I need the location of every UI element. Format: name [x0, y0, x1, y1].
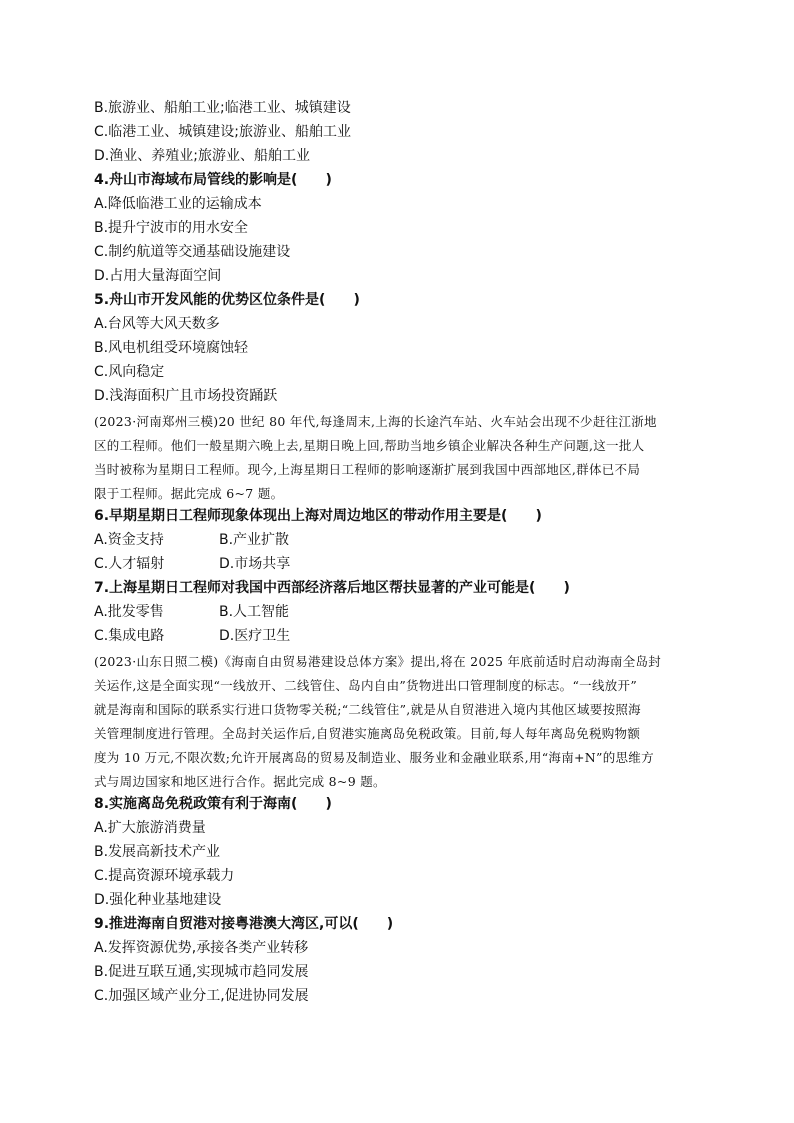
question-4-stem: 4.舟山市海域布局管线的影响是( ): [94, 172, 332, 188]
question-6-options-row-2: [94, 554, 291, 574]
question-7-stem: 7.上海星期日工程师对我国中西部经济落后地区帮扶显著的产业可能是( ): [94, 580, 570, 596]
reading-passage-2: [94, 650, 704, 794]
question-8-option-c: C.提高资源环境承载力: [94, 868, 235, 884]
question-8-option-d: D.强化种业基地建设: [94, 892, 222, 908]
question-6-option-d: D.市场共享: [219, 556, 291, 572]
question-5-option-a: A.台风等大风天数多: [94, 316, 220, 332]
question-5-stem: 5.舟山市开发风能的优势区位条件是( ): [94, 292, 360, 308]
passage-2-row: 式与周边国家和地区进行合作。据此完成 8~9 题。: [94, 774, 386, 789]
question-7-option-b: B.人工智能: [219, 604, 290, 620]
question-6-option-b: B.产业扩散: [219, 532, 290, 548]
question-6-option-a: A.资金支持: [94, 532, 164, 548]
passage-1-row: 当时被称为星期日工程师。现今,上海星期日工程师的影响逐渐扩展到我国中西部地区,群体已不局: [94, 462, 641, 477]
passage-2-row: 关运作,这是全面实现“一线放开、二线管住、岛内自由”货物进出口管理制度的标志。“一线放开”: [94, 678, 638, 693]
question-6-options-row-1: [94, 530, 290, 550]
option-line-b-q3: B.旅游业、船舶工业;临港工业、城镇建设: [94, 100, 351, 116]
question-9-option-a: A.发挥资源优势,承接各类产业转移: [94, 940, 309, 956]
question-9-stem: 9.推进海南自贸港对接粤港澳大湾区,可以( ): [94, 916, 394, 932]
question-4-option-d: D.占用大量海面空间: [94, 268, 222, 284]
option-line-d-q3: D.渔业、养殖业;旅游业、船舶工业: [94, 148, 310, 164]
passage-2-row: 关管理制度进行管理。全岛封关运作后,自贸港实施离岛免税政策。目前,每人每年离岛免税购物额: [94, 726, 641, 741]
passage-2-row: 度为 10 万元,不限次数;允许开展离岛的贸易及制造业、服务业和金融业联系,用“海南+N”的思维方: [94, 750, 654, 765]
question-4-option-a: A.降低临港工业的运输成本: [94, 196, 262, 212]
question-6-stem: 6.早期星期日工程师现象体现出上海对周边地区的带动作用主要是( ): [94, 508, 542, 524]
question-5-option-b: B.风电机组受环境腐蚀轻: [94, 340, 249, 356]
passage-2-row: (2023·山东日照二模)《海南自由贸易港建设总体方案》提出,将在 2025 年底前适时启动海南全岛封: [94, 654, 662, 669]
question-4-option-b: B.提升宁波市的用水安全: [94, 220, 249, 236]
question-8-stem: 8.实施离岛免税政策有利于海南( ): [94, 796, 332, 812]
question-7-option-c: C.集成电路: [94, 628, 165, 644]
question-5-option-c: C.风向稳定: [94, 364, 165, 380]
question-9-option-b: B.促进互联互通,实现城市趋同发展: [94, 964, 309, 980]
question-7-options-row-2: [94, 626, 291, 646]
passage-2-row: 就是海南和国际的联系实行进口货物零关税;“二线管住”,就是从自贸港进入境内其他区域要按照海: [94, 702, 641, 717]
question-6-option-c: C.人才辐射: [94, 556, 165, 572]
option-line-c-q3: C.临港工业、城镇建设;旅游业、船舶工业: [94, 124, 351, 140]
question-4-option-c: C.制约航道等交通基础设施建设: [94, 244, 291, 260]
passage-1-row: 限于工程师。据此完成 6~7 题。: [94, 486, 284, 501]
question-7-option-d: D.医疗卫生: [219, 628, 291, 644]
question-7-option-a: A.批发零售: [94, 604, 164, 620]
passage-1-row: 区的工程师。他们一般星期六晚上去,星期日晚上回,帮助当地乡镇企业解决各种生产问题,这一批人: [94, 438, 645, 453]
question-7-options-row-1: [94, 602, 290, 622]
question-8-option-b: B.发展高新技术产业: [94, 844, 221, 860]
reading-passage-1: [94, 410, 704, 506]
passage-1-row: (2023·河南郑州三模)20 世纪 80 年代,每逢周末,上海的长途汽车站、火车站会出现不少赶往江浙地: [94, 414, 657, 429]
question-9-option-c: C.加强区域产业分工,促进协同发展: [94, 988, 309, 1004]
question-5-option-d: D.浅海面积广且市场投资踊跃: [94, 388, 278, 404]
question-8-option-a: A.扩大旅游消费量: [94, 820, 206, 836]
